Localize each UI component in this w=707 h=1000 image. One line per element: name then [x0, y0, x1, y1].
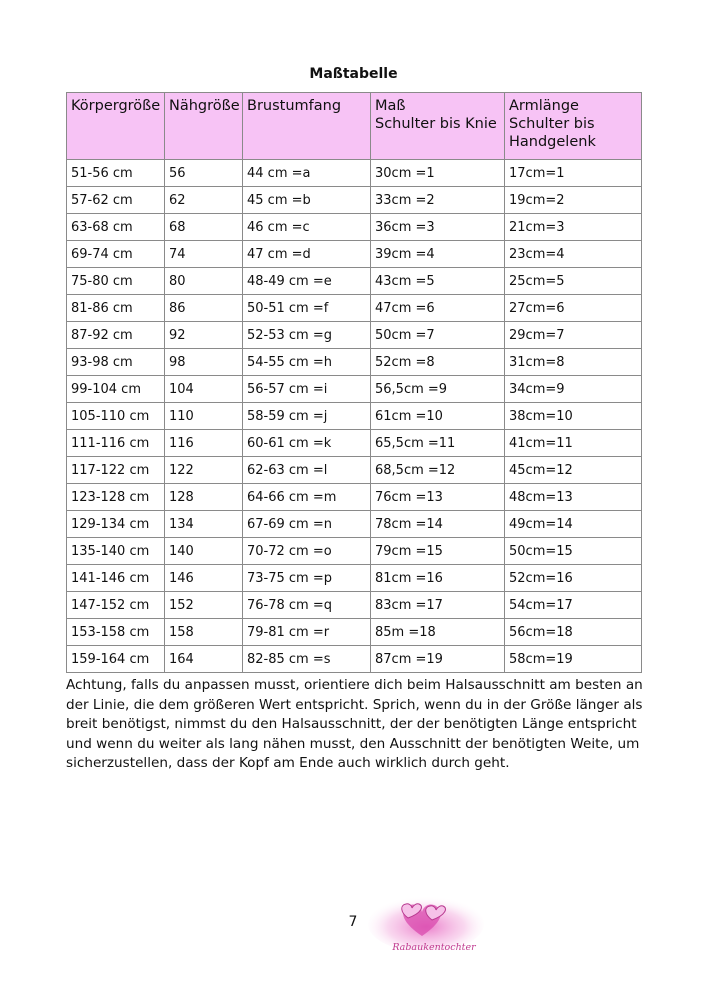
table-cell: 79-81 cm =r — [243, 619, 371, 646]
table-row — [67, 646, 642, 673]
table-row — [67, 349, 642, 376]
table-cell: 81cm =16 — [371, 565, 505, 592]
table-cell: 27cm=6 — [505, 295, 642, 322]
table-cell: 147-152 cm — [67, 592, 165, 619]
table-cell: 60-61 cm =k — [243, 430, 371, 457]
table-row — [67, 214, 642, 241]
table-cell: 29cm=7 — [505, 322, 642, 349]
table-row — [67, 160, 642, 187]
table-cell: 19cm=2 — [505, 187, 642, 214]
table-cell: 39cm =4 — [371, 241, 505, 268]
table-cell: 134 — [165, 511, 243, 538]
table-row — [67, 511, 642, 538]
table-cell: 87-92 cm — [67, 322, 165, 349]
header-mass: Maß Schulter bis Knie — [371, 93, 505, 160]
table-cell: 36cm =3 — [371, 214, 505, 241]
table-cell: 135-140 cm — [67, 538, 165, 565]
table-cell: 41cm=11 — [505, 430, 642, 457]
table-cell: 56,5cm =9 — [371, 376, 505, 403]
table-cell: 73-75 cm =p — [243, 565, 371, 592]
table-cell: 58-59 cm =j — [243, 403, 371, 430]
table-cell: 79cm =15 — [371, 538, 505, 565]
table-cell: 68 — [165, 214, 243, 241]
table-cell: 50cm =7 — [371, 322, 505, 349]
table-cell: 52-53 cm =g — [243, 322, 371, 349]
table-cell: 146 — [165, 565, 243, 592]
table-cell: 76cm =13 — [371, 484, 505, 511]
note-paragraph: Achtung, falls du anpassen musst, orientiere dich beim Halsausschnitt am besten an der Linie, die dem größeren Wert entspricht. Sprich, wenn du in der Größe länger als breit benötigst, nimmst du den Halsausschnitt, der der benötigten Länge entspricht und wenn du weiter als lang nähen musst, den Ausschnitt der benötigten Weite, um sicherzustellen, dass der Kopf am Ende auch wirklich durch geht. — [66, 677, 643, 771]
table-cell: 45 cm =b — [243, 187, 371, 214]
table-cell: 92 — [165, 322, 243, 349]
table-cell: 17cm=1 — [505, 160, 642, 187]
table-cell: 56 — [165, 160, 243, 187]
hearts-logo-icon — [364, 890, 504, 950]
table-cell: 140 — [165, 538, 243, 565]
table-cell: 110 — [165, 403, 243, 430]
table-cell: 38cm=10 — [505, 403, 642, 430]
table-cell: 81-86 cm — [67, 295, 165, 322]
table-cell: 21cm=3 — [505, 214, 642, 241]
table-cell: 68,5cm =12 — [371, 457, 505, 484]
table-cell: 86 — [165, 295, 243, 322]
table-cell: 67-69 cm =n — [243, 511, 371, 538]
table-cell: 52cm =8 — [371, 349, 505, 376]
header-koerpergroesse: Körpergröße — [67, 93, 165, 160]
table-cell: 75-80 cm — [67, 268, 165, 295]
table-cell: 47 cm =d — [243, 241, 371, 268]
table-cell: 30cm =1 — [371, 160, 505, 187]
table-cell: 45cm=12 — [505, 457, 642, 484]
table-cell: 129-134 cm — [67, 511, 165, 538]
table-cell: 48-49 cm =e — [243, 268, 371, 295]
table-cell: 49cm=14 — [505, 511, 642, 538]
table-cell: 116 — [165, 430, 243, 457]
table-cell: 98 — [165, 349, 243, 376]
table-cell: 34cm=9 — [505, 376, 642, 403]
table-row — [67, 295, 642, 322]
table-cell: 31cm=8 — [505, 349, 642, 376]
table-cell: 61cm =10 — [371, 403, 505, 430]
table-cell: 23cm=4 — [505, 241, 642, 268]
table-cell: 82-85 cm =s — [243, 646, 371, 673]
page-number: 7 — [348, 914, 358, 930]
table-cell: 159-164 cm — [67, 646, 165, 673]
table-cell: 58cm=19 — [505, 646, 642, 673]
table-cell: 51-56 cm — [67, 160, 165, 187]
table-cell: 93-98 cm — [67, 349, 165, 376]
table-row — [67, 565, 642, 592]
table-cell: 56-57 cm =i — [243, 376, 371, 403]
table-cell: 63-68 cm — [67, 214, 165, 241]
table-cell: 128 — [165, 484, 243, 511]
table-cell: 83cm =17 — [371, 592, 505, 619]
table-header-row — [67, 93, 642, 160]
header-brustumfang: Brustumfang — [243, 93, 371, 160]
table-row — [67, 538, 642, 565]
table-row — [67, 403, 642, 430]
table-row — [67, 430, 642, 457]
table-cell: 69-74 cm — [67, 241, 165, 268]
table-row — [67, 619, 642, 646]
table-cell: 47cm =6 — [371, 295, 505, 322]
table-cell: 54cm=17 — [505, 592, 642, 619]
table-body — [67, 160, 642, 673]
table-cell: 122 — [165, 457, 243, 484]
table-cell: 33cm =2 — [371, 187, 505, 214]
table-cell: 153-158 cm — [67, 619, 165, 646]
table-row — [67, 592, 642, 619]
table-cell: 111-116 cm — [67, 430, 165, 457]
table-cell: 152 — [165, 592, 243, 619]
table-cell: 105-110 cm — [67, 403, 165, 430]
table-row — [67, 484, 642, 511]
table-cell: 70-72 cm =o — [243, 538, 371, 565]
table-cell: 46 cm =c — [243, 214, 371, 241]
table-cell: 99-104 cm — [67, 376, 165, 403]
table-cell: 123-128 cm — [67, 484, 165, 511]
table-cell: 62-63 cm =l — [243, 457, 371, 484]
brand-logo — [364, 890, 504, 990]
logo-text: Rabaukentochter — [392, 942, 476, 953]
table-cell: 76-78 cm =q — [243, 592, 371, 619]
table-cell: 50cm=15 — [505, 538, 642, 565]
table-cell: 50-51 cm =f — [243, 295, 371, 322]
table-cell: 48cm=13 — [505, 484, 642, 511]
header-armlaenge: Armlänge Schulter bis Handgelenk — [505, 93, 642, 160]
table-row — [67, 322, 642, 349]
table-cell: 57-62 cm — [67, 187, 165, 214]
size-table — [66, 92, 642, 673]
table-cell: 52cm=16 — [505, 565, 642, 592]
table-cell: 65,5cm =11 — [371, 430, 505, 457]
table-cell: 117-122 cm — [67, 457, 165, 484]
table-cell: 104 — [165, 376, 243, 403]
table-cell: 158 — [165, 619, 243, 646]
table-cell: 85m =18 — [371, 619, 505, 646]
table-cell: 44 cm =a — [243, 160, 371, 187]
page-title: Maßtabelle — [309, 66, 398, 82]
table-row — [67, 241, 642, 268]
table-cell: 141-146 cm — [67, 565, 165, 592]
table-row — [67, 187, 642, 214]
table-cell: 25cm=5 — [505, 268, 642, 295]
table-cell: 64-66 cm =m — [243, 484, 371, 511]
table-row — [67, 268, 642, 295]
table-row — [67, 457, 642, 484]
table-cell: 74 — [165, 241, 243, 268]
table-cell: 87cm =19 — [371, 646, 505, 673]
header-naehgroesse: Nähgröße — [165, 93, 243, 160]
table-cell: 80 — [165, 268, 243, 295]
table-cell: 62 — [165, 187, 243, 214]
table-cell: 43cm =5 — [371, 268, 505, 295]
table-row — [67, 376, 642, 403]
table-cell: 56cm=18 — [505, 619, 642, 646]
table-cell: 164 — [165, 646, 243, 673]
table-cell: 78cm =14 — [371, 511, 505, 538]
table-cell: 54-55 cm =h — [243, 349, 371, 376]
